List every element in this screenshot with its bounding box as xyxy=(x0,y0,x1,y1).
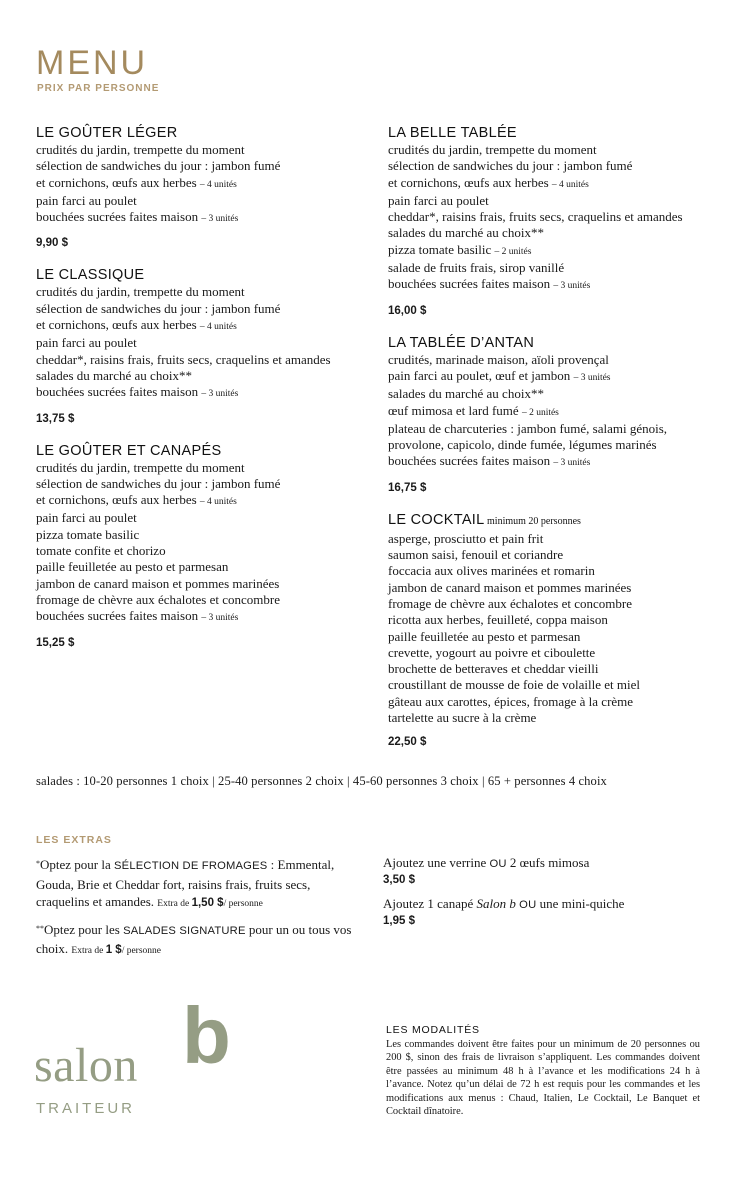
menu-item: bouchées sucrées faites maison – 3 unités xyxy=(388,453,591,469)
menu-item: salade de fruits frais, sirop vanillé xyxy=(388,260,565,276)
terms-body: Les commandes doivent être faites pour un minimum de 20 personnes ou 200 $, sinon des frais de livraison s’appliquent. Les commandes doivent être passées au minimum 48 h à l’avance et les modifications 24 h à l’avance. Notez qu’un délai de 72 h est requis pour les commandes et les modifications aux menus : Chaud, Italien, Le Cocktail, Le Banquet et Cocktail dînatoire. xyxy=(386,1039,700,1118)
menu-item: jambon de canard maison et pommes marinées xyxy=(388,579,632,595)
menu-item-quantity: – 3 unités xyxy=(553,281,591,292)
menu-item: jambon de canard maison et pommes marinées xyxy=(36,575,280,591)
menu-section xyxy=(388,511,733,749)
menu-item: crudités du jardin, trempette du moment xyxy=(388,142,597,157)
extra-signature-salads: **Optez pour les SALADES SIGNATURE pour un ou tous vos choix. Extra de 1 $/ personne xyxy=(36,921,352,956)
logo-wordmark: salon xyxy=(34,1039,138,1092)
extra-canape-price: 1,95 $ xyxy=(383,915,415,927)
menu-item: pain farci au poulet xyxy=(388,192,489,208)
menu-item: bouchées sucrées faites maison – 3 unités xyxy=(36,209,239,225)
menu-item-quantity: – 4 unités xyxy=(199,322,237,333)
menu-section xyxy=(388,334,733,494)
menu-item: cheddar*, raisins frais, fruits secs, craquelins et amandes xyxy=(388,209,683,225)
menu-item: pain farci au poulet xyxy=(36,510,137,526)
menu-item: asperge, prosciutto et pain frit xyxy=(388,530,544,546)
menu-title: LE GOÛTER LÉGER xyxy=(36,125,178,141)
menu-title: LA BELLE TABLÉE xyxy=(388,125,517,141)
menu-item-quantity: – 4 unités xyxy=(551,179,589,190)
menu-item-quantity: – 3 unités xyxy=(201,214,239,225)
menu-item: provolone, capicolo, dinde fumée, légumes marinés xyxy=(388,437,657,453)
menu-price: 9,90 $ xyxy=(36,237,68,250)
menu-item: sélection de sandwiches du jour : jambon fumé xyxy=(388,158,633,174)
menu-price: 13,75 $ xyxy=(36,412,75,425)
menu-item: salades du marché au choix** xyxy=(36,367,192,383)
menu-item-quantity: – 2 unités xyxy=(521,407,559,418)
menu-item: crudités, marinade maison, aïoli provençal xyxy=(388,351,609,367)
menu-price: 16,00 $ xyxy=(388,304,427,317)
menu-item: pain farci au poulet xyxy=(36,192,137,208)
menu-item: crudités du jardin, trempette du moment xyxy=(36,284,245,300)
menu-title: LE CLASSIQUE xyxy=(36,267,145,284)
menu-item: pizza tomate basilic – 2 unités xyxy=(388,241,532,257)
menu-item: et cornichons, œufs aux herbes – 4 unités xyxy=(36,317,237,333)
menu-item: fromage de chèvre aux échalotes et concombre xyxy=(388,595,632,611)
extra-canape: Ajoutez 1 canapé Salon b OU une mini-quiche 1,95 $ xyxy=(383,896,713,927)
menu-item: sélection de sandwiches du jour : jambon fumé xyxy=(36,300,281,316)
terms-section xyxy=(386,1024,700,1118)
menu-item: paille feuilletée au pesto et parmesan xyxy=(388,628,581,644)
menu-item: et cornichons, œufs aux herbes – 4 unités xyxy=(36,174,237,190)
extra-cheese-selection: *Optez pour la SÉLECTION DE FROMAGES : Emmental, Gouda, Brie et Cheddar fort, raisins frais, fruits secs, craquelins et amandes. Extra de 1,50 $/ personne xyxy=(36,857,335,909)
extras-left-column xyxy=(36,855,361,967)
menu-item-quantity: – 3 unités xyxy=(201,613,239,624)
menu-item: et cornichons, œufs aux herbes – 4 unités xyxy=(36,492,237,508)
menu-title: LE COCKTAIL minimum 20 personnes xyxy=(388,511,581,528)
menu-item: salades du marché au choix** xyxy=(388,225,544,241)
menu-item: sélection de sandwiches du jour : jambon fumé xyxy=(36,475,281,491)
menu-item: et cornichons, œufs aux herbes – 4 unités xyxy=(388,174,589,190)
menu-item: sélection de sandwiches du jour : jambon fumé xyxy=(36,158,281,174)
menu-item-quantity: – 4 unités xyxy=(199,497,237,508)
terms-title: LES MODALITÉS xyxy=(386,1024,480,1036)
salads-choice-note: salades : 10-20 personnes 1 choix | 25-40 personnes 2 choix | 45-60 personnes 3 choix | 65 + personnes 4 choix xyxy=(36,774,607,788)
menu-item: brochette de betteraves et cheddar vieilli xyxy=(388,661,599,677)
menu-item-quantity: – 3 unités xyxy=(573,372,611,383)
menu-item-quantity: – 2 unités xyxy=(494,246,532,257)
extra-verrine: Ajoutez une verrine OU 2 œufs mimosa 3,50 $ xyxy=(383,855,713,886)
logo-letter-b: b xyxy=(182,991,231,1080)
menu-column-right xyxy=(388,124,733,765)
menu-item: œuf mimosa et lard fumé – 2 unités xyxy=(388,402,559,418)
menu-item-quantity: – 4 unités xyxy=(199,179,237,190)
menu-item: bouchées sucrées faites maison – 3 unités xyxy=(388,276,591,292)
menu-item: crevette, yogourt au poivre et ciboulette xyxy=(388,644,596,660)
menu-section xyxy=(36,124,381,249)
menu-item: bouchées sucrées faites maison – 3 unités xyxy=(36,608,239,624)
menu-item: tomate confite et chorizo xyxy=(36,543,166,559)
menu-item: saumon saisi, fenouil et coriandre xyxy=(388,547,564,563)
page-title: MENU xyxy=(36,44,149,82)
menu-item: ricotta aux herbes, feuilleté, coppa maison xyxy=(388,612,608,628)
menu-item: pain farci au poulet xyxy=(36,335,137,351)
menu-title: LE GOÛTER ET CANAPÉS xyxy=(36,442,222,459)
menu-item: salades du marché au choix** xyxy=(388,386,544,402)
menu-section xyxy=(36,266,381,424)
menu-item-quantity: – 3 unités xyxy=(201,389,239,400)
extras-right-column xyxy=(383,855,713,937)
menu-item: plateau de charcuteries : jambon fumé, salami génois, xyxy=(388,420,668,436)
extras-title: LES EXTRAS xyxy=(36,834,112,846)
menu-item: croustillant de mousse de foie de volaille et miel xyxy=(388,677,640,693)
salon-b-logo xyxy=(34,991,234,1126)
page-subtitle: PRIX PAR PERSONNE xyxy=(37,83,160,94)
menu-item: tartelette au sucre à la crème xyxy=(388,710,537,726)
menu-item: gâteau aux carottes, épices, fromage à la crème xyxy=(388,693,634,709)
menu-item: pain farci au poulet, œuf et jambon – 3 unités xyxy=(388,367,611,383)
menu-item: cheddar*, raisins frais, fruits secs, craquelins et amandes xyxy=(36,351,331,367)
menu-item: foccacia aux olives marinées et romarin xyxy=(388,563,595,579)
menu-item-quantity: – 3 unités xyxy=(553,458,591,469)
menu-item: pizza tomate basilic xyxy=(36,526,140,542)
menu-note: minimum 20 personnes xyxy=(484,515,581,527)
menu-price: 22,50 $ xyxy=(388,736,427,749)
logo-subtitle: TRAITEUR xyxy=(36,1100,135,1117)
menu-item: bouchées sucrées faites maison – 3 unités xyxy=(36,384,239,400)
menu-section xyxy=(388,124,733,317)
menu-column-left xyxy=(36,124,381,666)
menu-title: LA TABLÉE D’ANTAN xyxy=(388,334,535,351)
menu-item: paille feuilletée au pesto et parmesan xyxy=(36,559,229,575)
menu-price: 15,25 $ xyxy=(36,636,75,649)
menu-item: fromage de chèvre aux échalotes et concombre xyxy=(36,591,280,607)
extra-verrine-price: 3,50 $ xyxy=(383,874,415,886)
menu-price: 16,75 $ xyxy=(388,481,427,494)
menu-section xyxy=(36,442,381,649)
menu-item: crudités du jardin, trempette du moment xyxy=(36,142,245,157)
menu-item: crudités du jardin, trempette du moment xyxy=(36,459,245,475)
